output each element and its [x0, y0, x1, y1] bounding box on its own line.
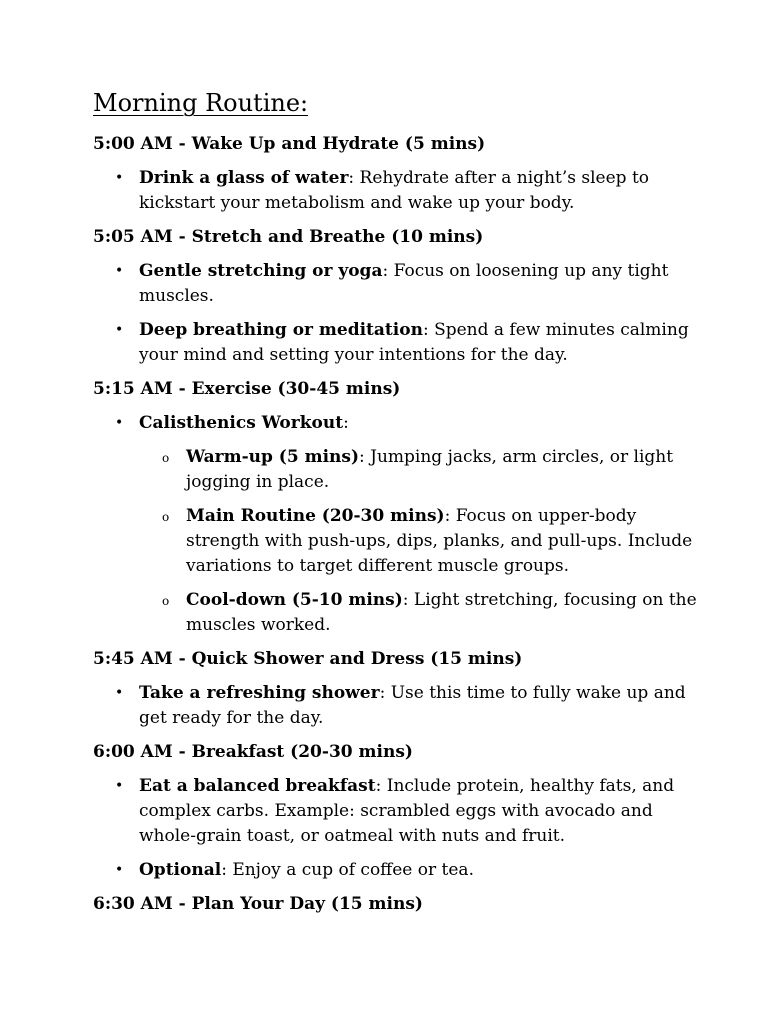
section-heading: 5:05 AM - Stretch and Breathe (10 mins): [93, 227, 484, 247]
item-text: : Light stretching, focusing on the muscles worked.: [186, 590, 697, 635]
item-label: Optional: [139, 860, 222, 880]
list-item: [93, 681, 703, 731]
bullet-icon: •: [115, 322, 124, 338]
item-text: : Include protein, healthy fats, and complex carbs. Example: scrambled eggs with avocado and whole-grain toast, or oatmeal with nuts and fruit.: [139, 776, 675, 846]
list-item: [93, 411, 703, 436]
list-item: [93, 858, 703, 883]
sub-list-item: [93, 504, 703, 579]
section-heading: 6:00 AM - Breakfast (20-30 mins): [93, 742, 413, 762]
list-item: [93, 774, 703, 849]
section-heading: 5:45 AM - Quick Shower and Dress (15 mins): [93, 649, 523, 669]
document-title: Morning Routine:: [93, 89, 309, 117]
sub-list-item: [93, 588, 703, 638]
item-label: Main Routine (20-30 mins): [186, 506, 445, 526]
item-label: Cool-down (5-10 mins): [186, 590, 403, 610]
item-text: : Rehydrate after a night’s sleep to kickstart your metabolism and wake up your body.: [139, 168, 650, 213]
list-item: [93, 166, 703, 216]
circle-bullet-icon: o: [162, 451, 170, 465]
item-text: : Focus on upper-body strength with push-ups, dips, planks, and pull-ups. Include variations to target different muscle groups.: [186, 506, 693, 576]
list-item: [93, 259, 703, 309]
bullet-icon: •: [115, 170, 124, 186]
item-label: Eat a balanced breakfast: [139, 776, 376, 796]
sub-list-item: [93, 445, 703, 495]
item-label: Deep breathing or meditation: [139, 320, 423, 340]
item-text: :: [343, 413, 349, 433]
bullet-icon: •: [115, 263, 124, 279]
bullet-icon: •: [115, 778, 124, 794]
circle-bullet-icon: o: [162, 594, 170, 608]
bullet-icon: •: [115, 685, 124, 701]
item-text: : Jumping jacks, arm circles, or light jogging in place.: [186, 447, 674, 492]
bullet-icon: •: [115, 862, 124, 878]
item-text: : Use this time to fully wake up and get ready for the day.: [139, 683, 686, 728]
item-label: Gentle stretching or yoga: [139, 261, 383, 281]
bullet-icon: •: [115, 415, 124, 431]
section-heading: 5:00 AM - Wake Up and Hydrate (5 mins): [93, 134, 486, 154]
section-heading: 6:30 AM - Plan Your Day (15 mins): [93, 894, 423, 914]
item-text: : Enjoy a cup of coffee or tea.: [221, 860, 474, 880]
circle-bullet-icon: o: [162, 510, 170, 524]
item-label: Calisthenics Workout: [139, 413, 344, 433]
item-label: Take a refreshing shower: [139, 683, 380, 703]
list-item: [93, 318, 703, 368]
item-label: Drink a glass of water: [139, 168, 349, 188]
item-text: : Spend a few minutes calming your mind and setting your intentions for the day.: [139, 320, 689, 365]
section-heading: 5:15 AM - Exercise (30-45 mins): [93, 379, 401, 399]
document-page: [93, 86, 703, 926]
item-label: Warm-up (5 mins): [186, 447, 360, 467]
item-text: : Focus on loosening up any tight muscles.: [139, 261, 669, 306]
